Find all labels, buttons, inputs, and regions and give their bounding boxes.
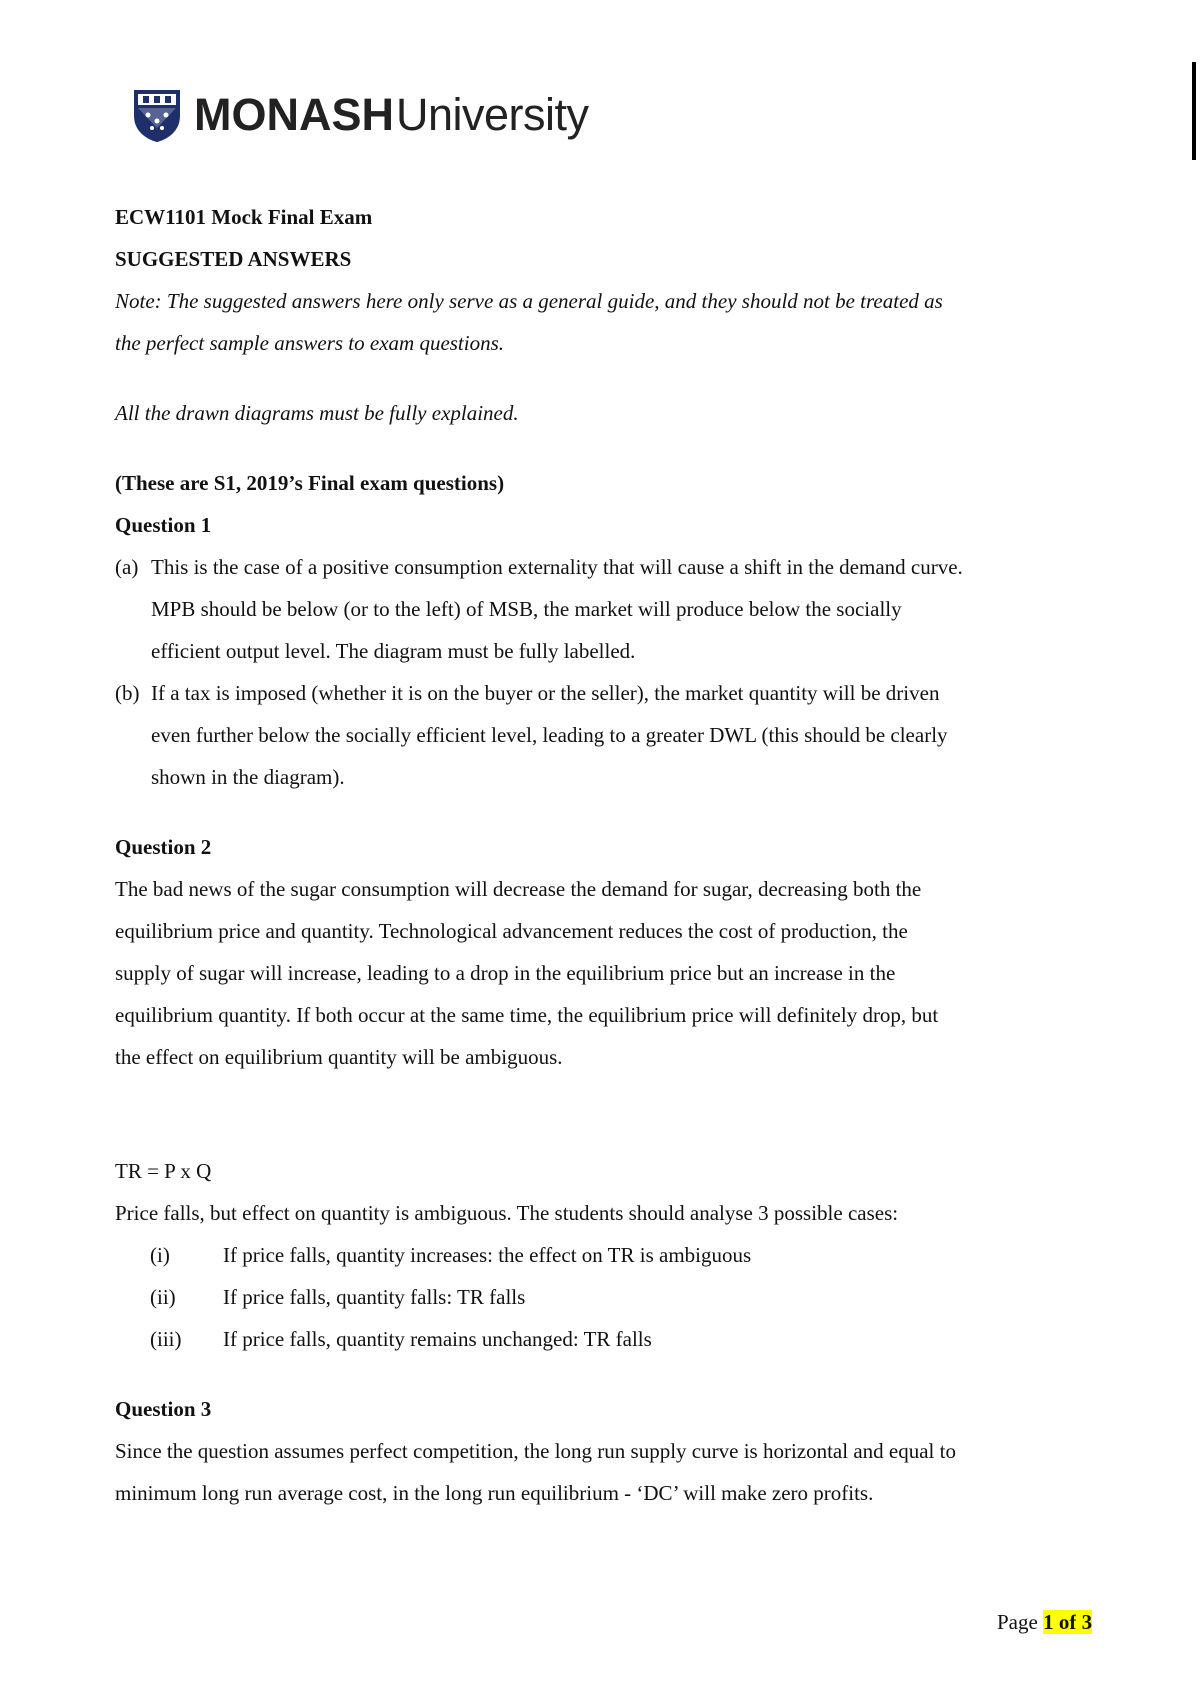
q2-paragraph-line-1: The bad news of the sugar consumption will decrease the demand for sugar, decreasing both the — [115, 877, 922, 901]
q2-paragraph-line-2: equilibrium price and quantity. Technological advancement reduces the cost of production, the — [115, 919, 908, 943]
cases-intro: Price falls, but effect on quantity is ambiguous. The students should analyse 3 possible cases: — [115, 1201, 899, 1225]
case-label: (ii) — [150, 1285, 176, 1309]
document-body — [115, 196, 1095, 1514]
logo-university-text: University — [396, 89, 589, 140]
question-2-heading: Question 2 — [115, 835, 212, 859]
case-text: If price falls, quantity increases: the effect on TR is ambiguous — [223, 1243, 752, 1267]
q1-part-a-line-3: efficient output level. The diagram must be fully labelled. — [151, 639, 636, 663]
case-text: If price falls, quantity falls: TR falls — [223, 1285, 526, 1309]
case-item — [115, 1276, 1095, 1318]
q1-part-a-label: (a) — [115, 555, 139, 579]
doc-subtitle: SUGGESTED ANSWERS — [115, 247, 352, 271]
note-line-1: Note: The suggested answers here only serve as a general guide, and they should not be treated as — [115, 289, 943, 313]
case-item — [115, 1234, 1095, 1276]
page-number-footer — [997, 1610, 1092, 1635]
question-1-heading: Question 1 — [115, 513, 212, 537]
page-of-word: of — [1058, 1610, 1077, 1634]
tr-formula: TR = P x Q — [115, 1159, 212, 1183]
case-item — [115, 1318, 1095, 1360]
case-label: (i) — [150, 1243, 170, 1267]
q1-part-a-line-1: This is the case of a positive consumption externality that will cause a shift in the demand curve. — [151, 555, 963, 579]
source-note: (These are S1, 2019’s Final exam questions) — [115, 471, 505, 495]
q3-paragraph-line-1: Since the question assumes perfect competition, the long run supply curve is horizontal and equal to — [115, 1439, 956, 1463]
q1-part-b — [115, 672, 1095, 714]
q2-paragraph-line-4: equilibrium quantity. If both occur at the same time, the equilibrium price will definitely drop, but — [115, 1003, 939, 1027]
question-3-heading: Question 3 — [115, 1397, 212, 1421]
q1-part-b-line-2: even further below the socially efficient level, leading to a greater DWL (this should be clearly — [151, 723, 948, 747]
page-number-total: 3 — [1081, 1610, 1093, 1634]
q1-part-b-line-1: If a tax is imposed (whether it is on the buyer or the seller), the market quantity will be driven — [151, 681, 940, 705]
q1-part-a-line-2: MPB should be below (or to the left) of MSB, the market will produce below the socially — [151, 597, 902, 621]
q3-paragraph-line-2: minimum long run average cost, in the long run equilibrium - ‘DC’ will make zero profits. — [115, 1481, 874, 1505]
q1-part-a — [115, 546, 1095, 588]
case-text: If price falls, quantity remains unchanged: TR falls — [223, 1327, 652, 1351]
q1-part-b-line-3: shown in the diagram). — [151, 765, 345, 789]
monash-logo — [132, 88, 589, 142]
note-line-2: the perfect sample answers to exam questions. — [115, 331, 505, 355]
monash-crest-icon — [132, 88, 182, 142]
doc-title: ECW1101 Mock Final Exam — [115, 205, 373, 229]
logo-monash-text: MONASH — [194, 89, 394, 140]
page-word: Page — [997, 1610, 1038, 1634]
q1-part-b-label: (b) — [115, 681, 140, 705]
case-label: (iii) — [150, 1327, 182, 1351]
page-edge-mark — [1192, 62, 1196, 160]
page-number-current: 1 — [1043, 1610, 1054, 1634]
q2-paragraph-line-3: supply of sugar will increase, leading to a drop in the equilibrium price but an increase in the — [115, 961, 896, 985]
q2-paragraph-line-5: the effect on equilibrium quantity will be ambiguous. — [115, 1045, 563, 1069]
diagrams-note: All the drawn diagrams must be fully explained. — [115, 401, 519, 425]
